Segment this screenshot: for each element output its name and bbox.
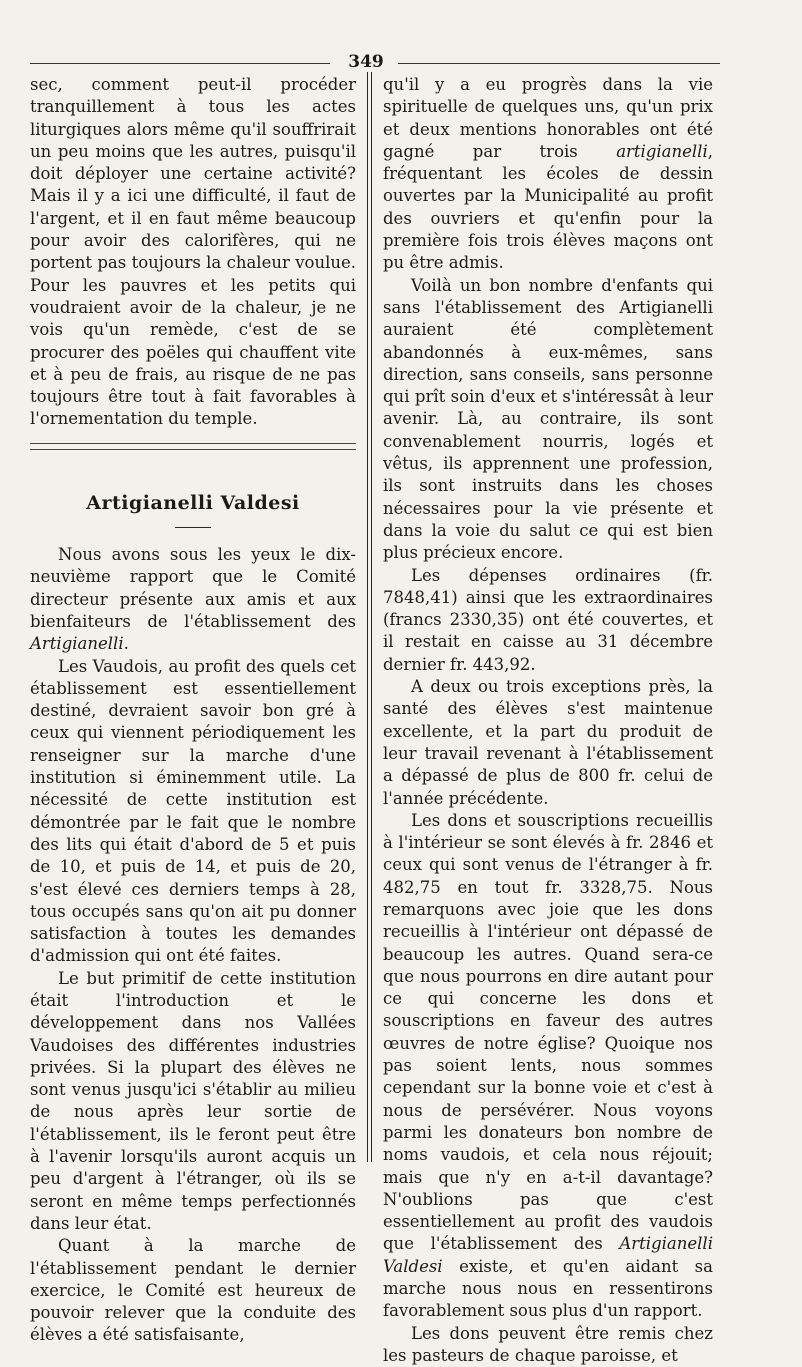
r1-text-italic: artigianelli [616, 141, 708, 161]
page-header [30, 52, 720, 72]
r1-text-a: qu'il y a eu progrès dans la vie spirituelle de quelques uns, qu'un prix et deux mentions honorables ont été gagné par trois [383, 75, 713, 161]
paragraph-r6: Les dons peuvent être remis chez les pasteurs de chaque paroisse, et [383, 1323, 713, 1365]
paragraph-1 [30, 544, 356, 655]
p1-text-a: Nous avons sous les yeux le dix-neuvième rapport que le Comité directeur présente aux amis et aux bienfaiteurs de l'établissement des [30, 545, 356, 631]
right-column [383, 74, 713, 1367]
r1-text-c: , fréquentant les écoles de dessin ouvertes par la Municipalité au profit des ouvriers et qu'enfin pour la première fois trois élèves maçons ont pu être admis. [383, 141, 713, 273]
title-ornament [30, 516, 356, 538]
paragraph-r3: Les dépenses ordinaires (fr. 7848,41) ainsi que les extraordinaires (francs 2330,35) ont été couvertes, et il restait en caisse au 31 décembre dernier fr. 443,92. [383, 565, 713, 674]
paragraph-r5 [383, 810, 713, 1323]
paragraph-3: Le but primitif de cette institution était l'introduction et le développement dans nos Vallées Vaudoises des différentes industries privées. Si la plupart des élèves ne sont venus jusqu'ici s'établir au milieu de nous après leur sortie de l'établissement, ils le feront peut être à l'avenir lorsqu'ils auront acquis un peu d'argent à l'étranger, où ils se seront en même temps perfectionnés dans leur état. [30, 968, 356, 1233]
header-rule-left [30, 63, 330, 64]
ornament-dash [175, 527, 211, 528]
r5-text-a: Les dons et souscriptions recueillis à l'intérieur se sont élevés à fr. 2846 et ceux qui sont venus de l'étranger à fr. 482,75 en tout fr. 3328,75. Nous remarquons avec joie que les dons recueillis à l'intérieur ont dépassé de beaucoup les autres. Quand sera-ce que nous pourrons en dire autant pour ce qui concerne les dons et souscriptions en faveur des autres œuvres de notre église? Quoique nos pas soient lents, nous sommes cependant sur la bonne voie et c'est à nous de persévérer. Nous voyons parmi les donateurs bon nombre de noms vaudois, et cela nous réjouit; mais que n'y en a-t-il davantage? N'oublions pas que c'est essentiellement au profit des vaudois que l'établissement des [383, 810, 713, 1254]
paragraph-4: Quant à la marche de l'établissement pendant le dernier exercice, le Comité est heureux de pouvoir relever que la conduite des élèves a été satisfaisante, [30, 1236, 356, 1345]
section-title: Artigianelli Valdesi [86, 491, 300, 514]
paragraph-r1 [383, 74, 713, 275]
paragraph-r2: Voilà un bon nombre d'enfants qui sans l'établissement des Artigianelli auraient été complètement abandonnés à eux-mêmes, sans direction, sans conseils, sans personne qui prît soin d'eux et s'intéressât à leur avenir. Là, au contraire, ils sont convenablement nourris, logés et vêtus, ils apprennent une profession, ils sont instruits dans les choses nécessaires pour la vie présente et dans la voie du salut ce qui est bien plus précieux encore. [383, 275, 713, 563]
p1-text-c: . [123, 634, 129, 654]
r5-text-c: existe, et qu'en aidant sa marche nous nous en ressentirons favorablement sous plus d'un rapport. [383, 1256, 713, 1321]
page-number: 349 [348, 52, 384, 72]
column-divider [367, 72, 368, 1162]
r5-text-italic: Artigianelli Valdesi [383, 1234, 713, 1276]
paragraph-intro: sec, comment peut-il procéder tranquillement à tous les actes liturgiques alors même qu'il souffrirait un peu moins que les autres, puisqu'il doit déployer une certaine activité? Mais il y a ici une difficulté, il faut de l'argent, et il en faut même beaucoup pour avoir des calorifères, qui ne portent pas toujours la chaleur voulue. Pour les pauvres et les petits qui voudraient avoir de la chaleur, je ne vois qu'un remède, c'est de se procurer des poëles qui chauffent vite et à peu de frais, au risque de ne pas toujours être tout à fait favorables à l'ornementation du temple. [30, 75, 356, 429]
paragraph-r4: A deux ou trois exceptions près, la santé des élèves s'est maintenue excellente, et la part du produit de leur travail revenant à l'établissement a dépassé de plus de 800 fr. celui de l'année précédente. [383, 677, 713, 808]
paragraph-2: Les Vaudois, au profit des quels cet établissement est essentiellement destiné, devraient savoir bon gré à ceux qui viennent périodiquement les renseigner sur la marche d'une institution si éminemment utile. La nécessité de cette institution est démontrée par le fait que le nombre des lits qui était d'abord de 5 et puis de 10, et puis de 14, et puis de 20, s'est élevé ces derniers temps à 28, tous occupés sans qu'on ait pu donner satisfaction à toutes les demandes d'admission qui ont été faites. [30, 656, 356, 966]
p1-text-italic: Artigianelli [30, 634, 124, 654]
column-divider-inner [371, 72, 372, 1162]
header-rule-right [398, 63, 720, 64]
section-separator [30, 443, 356, 450]
left-column [30, 74, 356, 1347]
